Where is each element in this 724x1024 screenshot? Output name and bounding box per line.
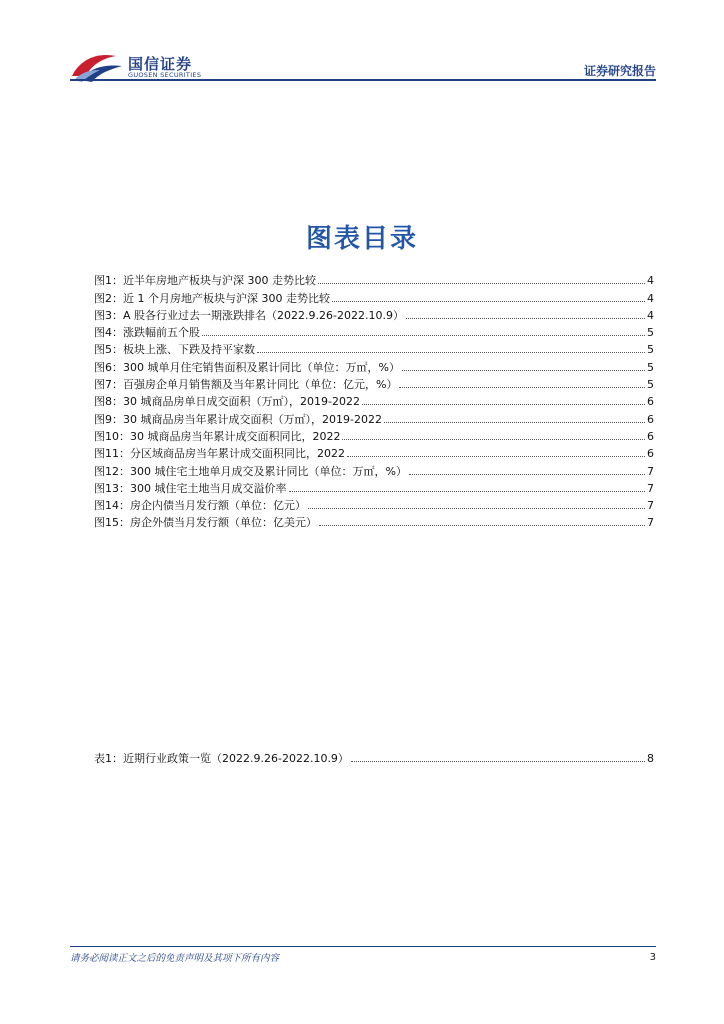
toc-entry-page: 6 <box>647 429 654 443</box>
toc-entry-label: 图5：板块上涨、下跌及持平家数 <box>94 343 255 357</box>
toc-entry[interactable] <box>94 428 654 445</box>
page-header <box>0 0 724 90</box>
toc-entry-label: 表1：近期行业政策一览（2022.9.26-2022.10.9） <box>94 752 349 766</box>
toc-entry-label: 图13：300 城住宅土地当月成交溢价率 <box>94 481 287 495</box>
toc-entry[interactable] <box>94 497 654 514</box>
toc-leader-dots <box>402 369 645 371</box>
toc-leader-dots <box>342 438 645 440</box>
toc-leader-dots <box>319 524 645 526</box>
toc-entry[interactable] <box>94 358 654 375</box>
toc-leader-dots <box>202 334 645 336</box>
toc-entry[interactable] <box>94 289 654 306</box>
toc-entry[interactable] <box>94 341 654 358</box>
toc-entry[interactable] <box>94 462 654 479</box>
toc-entry-label: 图15：房企外债当月发行额（单位：亿美元） <box>94 516 317 530</box>
toc-entry[interactable] <box>94 324 654 341</box>
toc-entry-page: 5 <box>647 378 654 392</box>
toc-leader-dots <box>308 507 645 509</box>
toc-entry[interactable] <box>94 445 654 462</box>
toc-entry-page: 6 <box>647 395 654 409</box>
toc-entry-label: 图7：百强房企单月销售额及当年累计同比（单位：亿元，%） <box>94 378 398 392</box>
toc-entry-page: 7 <box>647 464 654 478</box>
footer-divider <box>70 946 656 947</box>
toc-entry[interactable] <box>94 376 654 393</box>
toc-entry-label: 图6：300 城单月住宅销售面积及累计同比（单位：万㎡，%） <box>94 360 400 374</box>
page-number: 3 <box>649 952 656 963</box>
toc-leader-dots <box>406 317 645 319</box>
toc-entry-page: 5 <box>647 326 654 340</box>
toc-entry-label: 图14：房企内债当月发行额（单位：亿元） <box>94 499 306 513</box>
toc-entry-label: 图8：30 城商品房单日成交面积（万㎡），2019-2022 <box>94 395 360 409</box>
toc-entry-page: 7 <box>647 516 654 530</box>
toc-leader-dots <box>347 455 645 457</box>
toc-entry-page: 6 <box>647 447 654 461</box>
toc-entry-page: 8 <box>647 752 654 766</box>
toc-entry[interactable] <box>94 750 654 767</box>
toc-entry-label: 图2：近 1 个月房地产板块与沪深 300 走势比较 <box>94 291 330 305</box>
toc-entry-page: 5 <box>647 360 654 374</box>
toc-entry-page: 4 <box>647 291 654 305</box>
toc-leader-dots <box>318 282 645 284</box>
toc-entry-label: 图4：涨跌幅前五个股 <box>94 326 200 340</box>
toc-entry-page: 4 <box>647 308 654 322</box>
toc-entry-label: 图10：30 城商品房当年累计成交面积同比，2022 <box>94 429 341 443</box>
table-list <box>94 750 654 767</box>
toc-entry-page: 4 <box>647 274 654 288</box>
toc-entry-label: 图9：30 城商品房当年累计成交面积（万㎡），2019-2022 <box>94 412 382 426</box>
report-type-label: 证券研究报告 <box>583 64 656 78</box>
toc-entry-label: 图3：A 股各行业过去一期涨跌排名（2022.9.26-2022.10.9） <box>94 308 404 322</box>
toc-leader-dots <box>362 403 645 405</box>
toc-leader-dots <box>332 300 645 302</box>
header-divider <box>70 79 656 81</box>
toc-entry[interactable] <box>94 410 654 427</box>
toc-leader-dots <box>257 351 645 353</box>
toc-leader-dots <box>384 421 645 423</box>
disclaimer-note: 请务必阅读正文之后的免责声明及其项下所有内容 <box>70 953 280 964</box>
toc-entry[interactable] <box>94 272 654 289</box>
toc-leader-dots <box>399 386 645 388</box>
logo-chinese-name: 国信证券 <box>128 55 193 73</box>
toc-entry-label: 图12：300 城住宅土地单月成交及累计同比（单位：万㎡，%） <box>94 464 407 478</box>
toc-leader-dots <box>351 760 645 762</box>
toc-entry-page: 6 <box>647 412 654 426</box>
toc-entry-page: 5 <box>647 343 654 357</box>
toc-entry-label: 图11：分区域商品房当年累计成交面积同比，2022 <box>94 447 345 461</box>
logo-english-name: GUOSEN SECURITIES <box>128 71 202 79</box>
toc-entry-page: 7 <box>647 481 654 495</box>
toc-entry[interactable] <box>94 480 654 497</box>
toc-leader-dots <box>289 490 646 492</box>
toc-entry[interactable] <box>94 393 654 410</box>
toc-title: 图表目录 <box>305 224 418 254</box>
toc-entry-page: 7 <box>647 499 654 513</box>
toc-entry[interactable] <box>94 307 654 324</box>
toc-entry[interactable] <box>94 514 654 531</box>
toc-entry-label: 图1：近半年房地产板块与沪深 300 走势比较 <box>94 274 316 288</box>
toc-leader-dots <box>409 473 645 475</box>
figure-list <box>94 272 654 531</box>
